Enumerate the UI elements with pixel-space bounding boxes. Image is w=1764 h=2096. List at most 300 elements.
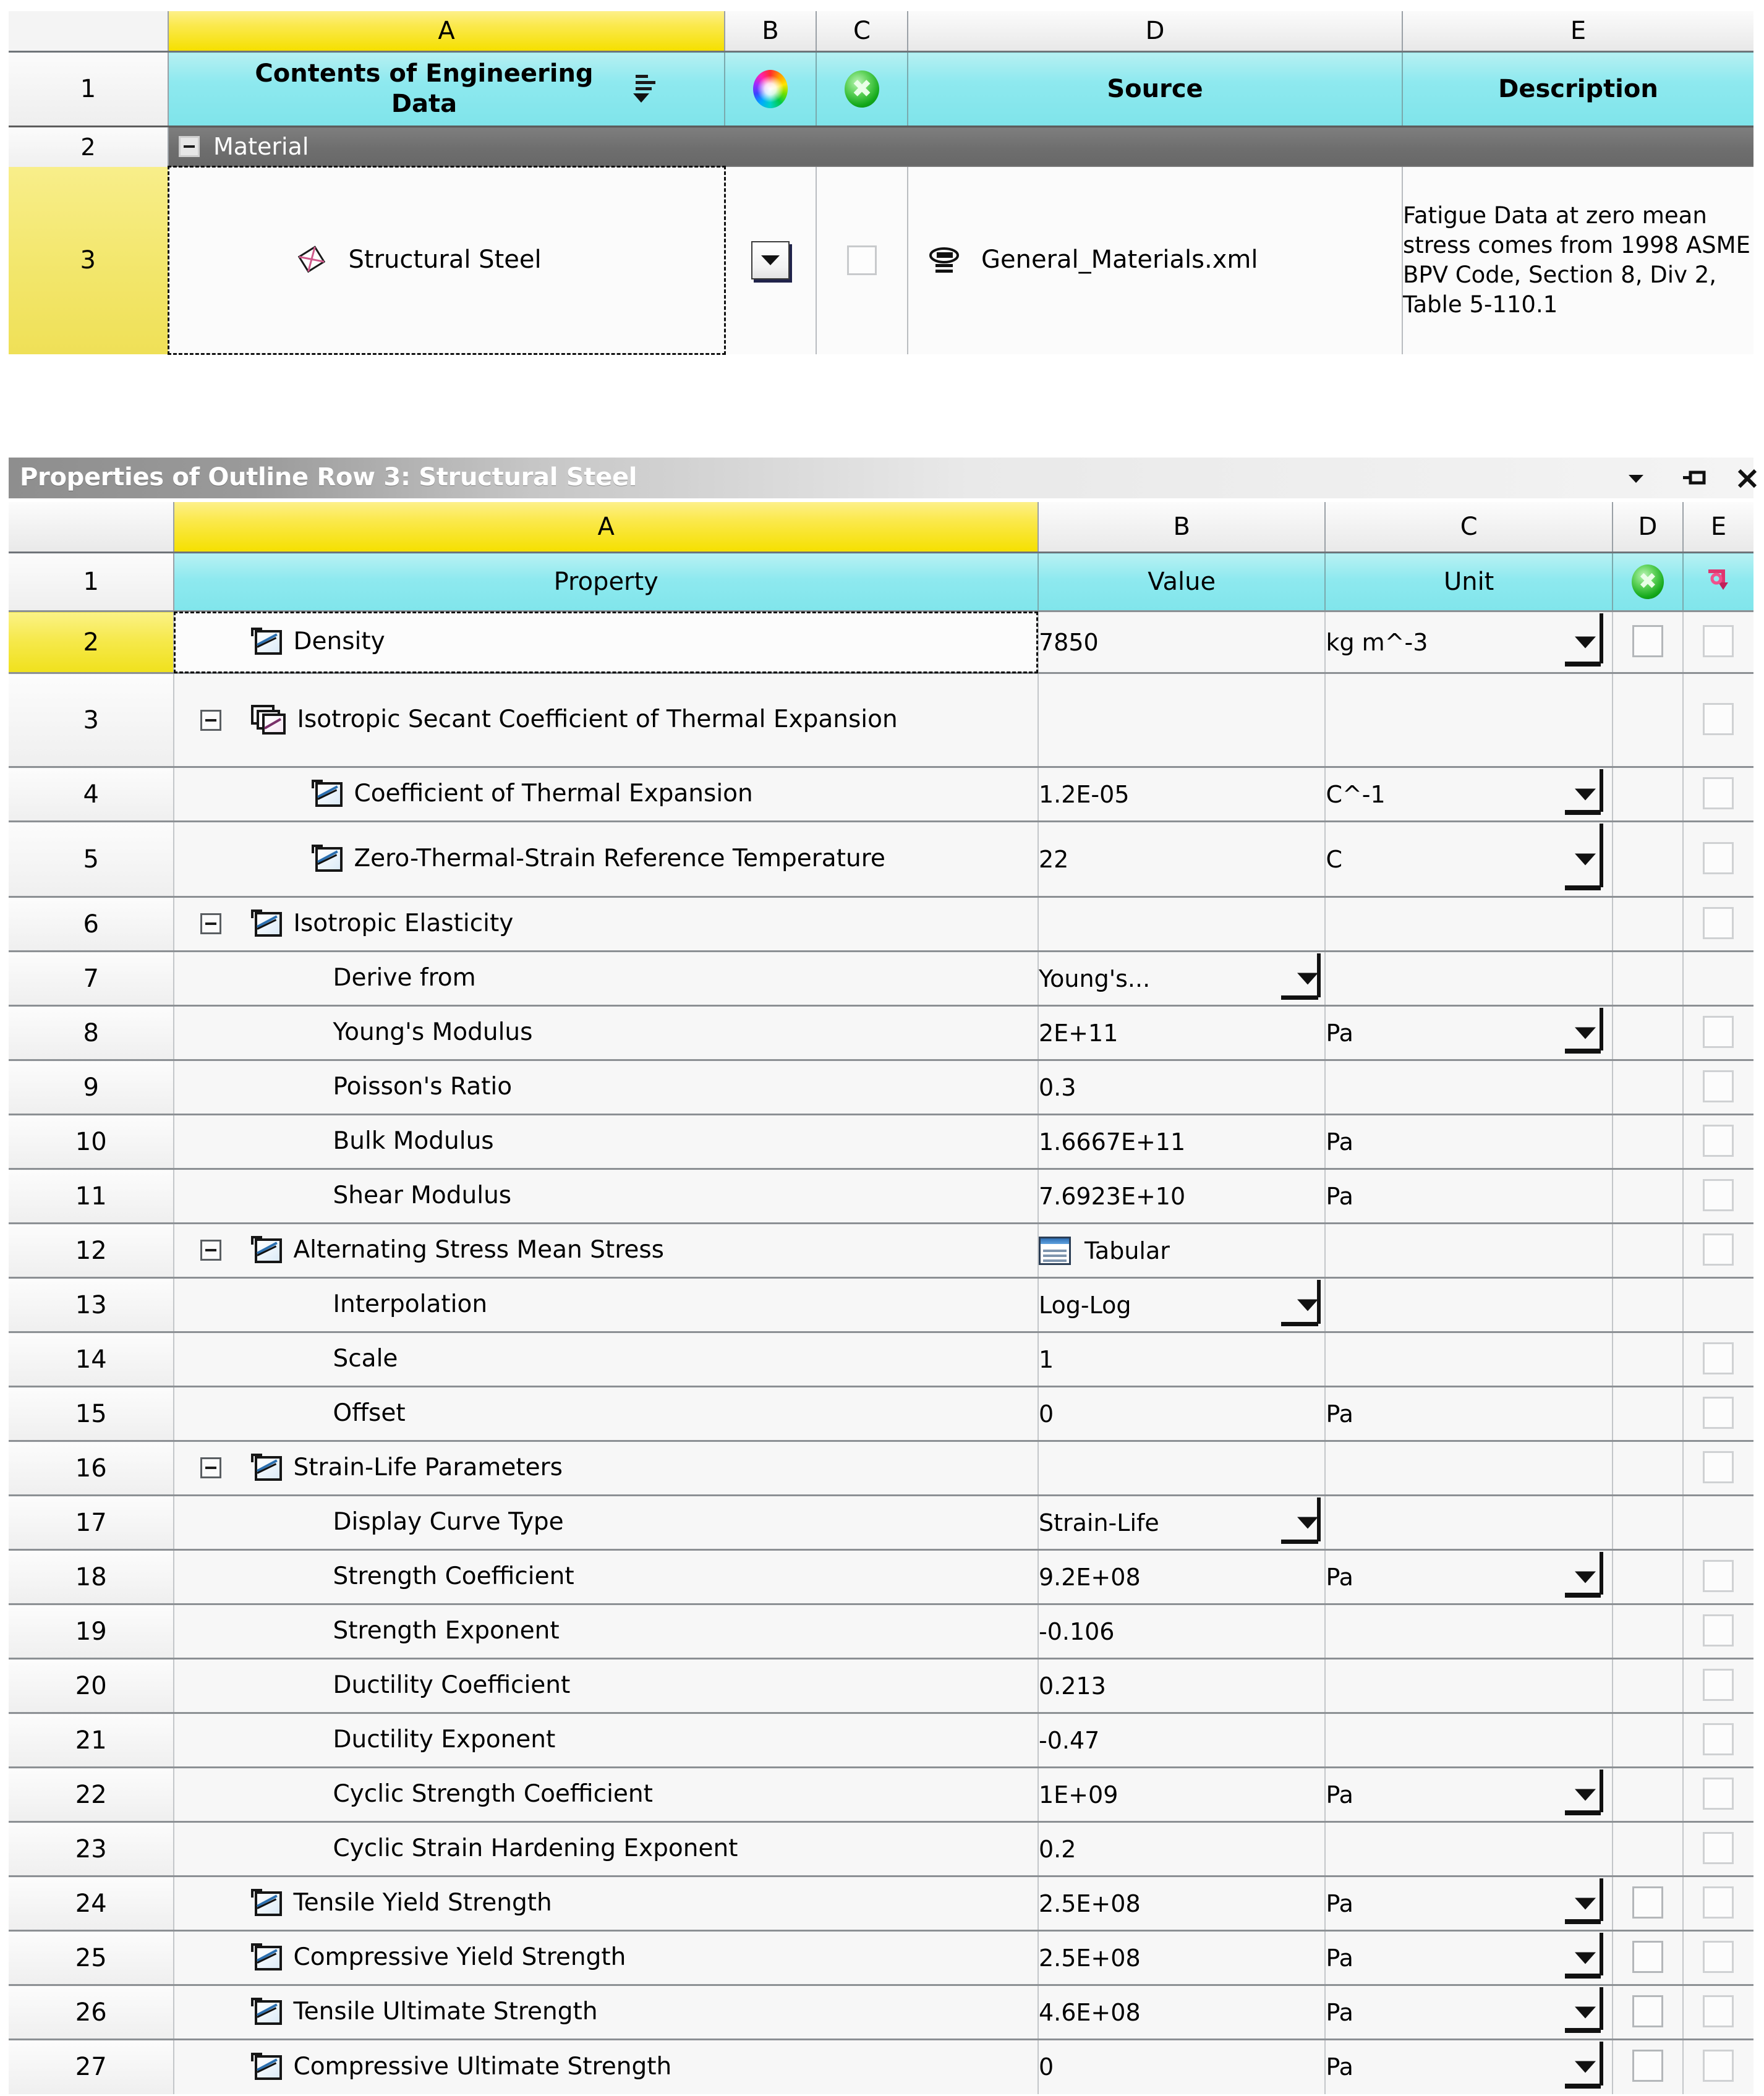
property-column-d-cell[interactable] <box>1613 1169 1683 1224</box>
property-d-checkbox[interactable] <box>1632 625 1663 657</box>
property-e-checkbox[interactable] <box>1703 1397 1734 1429</box>
property-value-cell[interactable] <box>1038 1822 1325 1877</box>
properties-column-header-c[interactable]: C <box>1325 502 1612 553</box>
outline-column-header-e[interactable]: E <box>1402 11 1753 52</box>
property-unit-cell[interactable] <box>1325 1006 1612 1060</box>
property-name-cell[interactable] <box>174 1387 1038 1441</box>
property-name-label: Poisson's Ratio <box>333 1073 513 1101</box>
property-column-d-cell[interactable] <box>1613 1006 1683 1060</box>
property-column-d-cell[interactable] <box>1613 2040 1683 2094</box>
property-unit-cell[interactable] <box>1325 1713 1612 1768</box>
property-column-d-cell[interactable] <box>1613 1060 1683 1115</box>
property-row-number: 13 <box>9 1278 174 1332</box>
property-e-checkbox[interactable] <box>1703 2050 1734 2082</box>
property-unit-cell[interactable] <box>1325 1931 1612 1985</box>
property-d-checkbox[interactable] <box>1632 1995 1663 2027</box>
property-value-cell[interactable] <box>1038 1877 1325 1931</box>
property-unit-label: Pa <box>1326 1998 1353 2026</box>
property-row-number: 22 <box>9 1768 174 1822</box>
property-column-e-cell[interactable] <box>1683 767 1753 822</box>
property-name-cell[interactable] <box>174 1169 1038 1224</box>
property-column-d-cell[interactable] <box>1613 1713 1683 1768</box>
unit-dropdown-button[interactable] <box>1564 1008 1609 1058</box>
property-unit-cell[interactable] <box>1325 1115 1612 1169</box>
properties-column-header-b[interactable]: B <box>1038 502 1325 553</box>
outline-material-row[interactable] <box>9 167 1753 354</box>
property-e-checkbox[interactable] <box>1703 1886 1734 1919</box>
property-unit-cell[interactable] <box>1325 1224 1612 1278</box>
property-unit-cell[interactable] <box>1325 1822 1612 1877</box>
property-name-cell[interactable] <box>174 1877 1038 1931</box>
property-name-cell[interactable] <box>174 1496 1038 1550</box>
property-value-cell[interactable] <box>1038 611 1325 673</box>
property-value-cell[interactable] <box>1038 1931 1325 1985</box>
property-d-checkbox[interactable] <box>1632 1941 1663 1973</box>
property-unit-cell[interactable] <box>1325 1169 1612 1224</box>
property-row-number: 27 <box>9 2040 174 2094</box>
property-column-d-cell[interactable] <box>1613 1550 1683 1604</box>
properties-header-refresh-cell <box>1683 553 1753 611</box>
property-row-number: 11 <box>9 1169 174 1224</box>
property-column-d-cell[interactable] <box>1613 1768 1683 1822</box>
property-value-label: 22 <box>1038 845 1069 873</box>
property-name-cell[interactable] <box>174 1332 1038 1387</box>
property-row[interactable] <box>9 767 1753 822</box>
property-row[interactable] <box>9 1006 1753 1060</box>
material-group-label: Material <box>213 133 309 160</box>
property-row-number: 25 <box>9 1931 174 1985</box>
property-value-label: 1E+09 <box>1038 1781 1118 1808</box>
property-name-cell[interactable] <box>174 1604 1038 1659</box>
property-unit-cell[interactable] <box>1325 1060 1612 1115</box>
property-name-cell[interactable] <box>174 1441 1038 1496</box>
property-row[interactable] <box>9 822 1753 897</box>
property-value-cell[interactable] <box>1038 1332 1325 1387</box>
property-e-checkbox[interactable] <box>1703 1070 1734 1102</box>
property-value-cell[interactable] <box>1038 897 1325 952</box>
property-row[interactable] <box>9 1387 1753 1441</box>
property-name-cell[interactable] <box>174 1931 1038 1985</box>
property-column-d-cell[interactable] <box>1613 673 1683 767</box>
chevron-down-icon[interactable] <box>751 241 790 279</box>
collapse-minus-icon[interactable] <box>200 1457 221 1478</box>
property-value-cell[interactable] <box>1038 1387 1325 1441</box>
property-name-label: Strength Exponent <box>333 1617 560 1645</box>
property-unit-label: Pa <box>1326 1563 1353 1591</box>
property-value-cell[interactable] <box>1038 1768 1325 1822</box>
unit-dropdown-button[interactable] <box>1564 824 1609 895</box>
property-column-d-cell[interactable] <box>1613 1604 1683 1659</box>
property-row[interactable] <box>9 1169 1753 1224</box>
property-unit-cell[interactable] <box>1325 1604 1612 1659</box>
property-value-cell[interactable] <box>1038 1169 1325 1224</box>
property-column-e-cell[interactable] <box>1683 1985 1753 2040</box>
property-column-e-cell[interactable] <box>1683 1332 1753 1387</box>
property-row-number: 17 <box>9 1496 174 1550</box>
property-value-cell[interactable] <box>1038 1550 1325 1604</box>
value-dropdown-button[interactable] <box>1279 1280 1324 1330</box>
unit-dropdown-button[interactable] <box>1564 769 1609 819</box>
property-unit-cell[interactable] <box>1325 1768 1612 1822</box>
property-row[interactable] <box>9 1496 1753 1550</box>
property-row[interactable] <box>9 1877 1753 1931</box>
property-column-d-cell[interactable] <box>1613 1985 1683 2040</box>
property-value-label: Young's... <box>1038 965 1151 992</box>
property-name-cell[interactable] <box>174 1822 1038 1877</box>
sort-filter-icon[interactable] <box>632 72 660 106</box>
property-column-e-cell[interactable] <box>1683 1115 1753 1169</box>
pink-refresh-icon[interactable] <box>1702 573 1734 601</box>
green-x-icon[interactable]: ✖ <box>845 70 879 108</box>
property-value-label: Log-Log <box>1038 1291 1131 1319</box>
close-button[interactable] <box>1735 466 1760 491</box>
property-value-label: 0.213 <box>1038 1672 1106 1700</box>
property-chart-icon <box>251 1236 283 1264</box>
property-e-checkbox[interactable] <box>1703 1723 1734 1755</box>
dropdown-menu-button[interactable] <box>1624 466 1648 491</box>
property-unit-cell[interactable] <box>1325 1441 1612 1496</box>
material-suppress-checkbox[interactable] <box>847 245 877 275</box>
property-name-cell[interactable] <box>174 1985 1038 2040</box>
properties-panel-title-bar <box>9 458 1753 498</box>
property-unit-label: kg m^-3 <box>1326 628 1428 656</box>
property-row[interactable] <box>9 1985 1753 2040</box>
property-row-number: 15 <box>9 1387 174 1441</box>
property-column-e-cell[interactable] <box>1683 1604 1753 1659</box>
property-row-number: 24 <box>9 1877 174 1931</box>
property-e-checkbox[interactable] <box>1703 1832 1734 1864</box>
property-unit-cell[interactable] <box>1325 1659 1612 1713</box>
property-value-cell[interactable] <box>1038 1496 1325 1550</box>
property-e-checkbox[interactable] <box>1703 1560 1734 1592</box>
property-row[interactable] <box>9 1768 1753 1822</box>
property-column-e-cell[interactable] <box>1683 1441 1753 1496</box>
property-column-e-cell[interactable] <box>1683 1713 1753 1768</box>
outline-column-header-d[interactable]: D <box>908 11 1402 52</box>
property-column-d-cell[interactable] <box>1613 611 1683 673</box>
material-name-cell[interactable] <box>168 167 725 354</box>
property-column-e-cell[interactable] <box>1683 1169 1753 1224</box>
property-value-cell[interactable] <box>1038 1659 1325 1713</box>
material-name-label: Structural Steel <box>348 245 542 275</box>
property-name-cell[interactable] <box>174 2040 1038 2094</box>
property-unit-cell[interactable] <box>1325 1550 1612 1604</box>
properties-column-letters-row <box>9 502 1753 553</box>
property-column-d-cell[interactable] <box>1613 1278 1683 1332</box>
property-unit-cell[interactable] <box>1325 1332 1612 1387</box>
property-row[interactable] <box>9 1441 1753 1496</box>
property-value-cell[interactable] <box>1038 1060 1325 1115</box>
collapse-minus-icon[interactable] <box>200 913 221 934</box>
property-column-d-cell[interactable] <box>1613 1931 1683 1985</box>
property-name-cell[interactable] <box>174 1550 1038 1604</box>
property-value-cell[interactable] <box>1038 822 1325 897</box>
property-e-checkbox[interactable] <box>1703 1669 1734 1701</box>
collapse-minus-icon[interactable] <box>179 136 200 157</box>
property-e-checkbox[interactable] <box>1703 1451 1734 1483</box>
property-row[interactable] <box>9 1604 1753 1659</box>
property-row[interactable] <box>9 1931 1753 1985</box>
outline-group-cell[interactable] <box>168 127 1753 167</box>
property-name-cell[interactable] <box>174 1060 1038 1115</box>
property-row-number: 23 <box>9 1822 174 1877</box>
property-name-cell[interactable] <box>174 952 1038 1006</box>
property-chart-icon <box>251 1943 283 1972</box>
property-value-cell[interactable] <box>1038 1115 1325 1169</box>
property-unit-label: Pa <box>1326 1781 1353 1808</box>
engineering-data-outline-table <box>9 11 1753 355</box>
property-row-number: 7 <box>9 952 174 1006</box>
collapse-minus-icon[interactable] <box>200 710 221 731</box>
property-name-cell[interactable] <box>174 673 1038 767</box>
property-value-cell[interactable] <box>1038 952 1325 1006</box>
property-name-label: Bulk Modulus <box>333 1127 494 1156</box>
property-unit-cell[interactable] <box>1325 822 1612 897</box>
property-row[interactable] <box>9 611 1753 673</box>
property-column-e-cell[interactable] <box>1683 673 1753 767</box>
property-d-checkbox[interactable] <box>1632 1886 1663 1919</box>
outline-header-row <box>9 52 1753 127</box>
property-row[interactable] <box>9 1115 1753 1169</box>
property-column-d-cell[interactable] <box>1613 767 1683 822</box>
property-column-e-cell[interactable] <box>1683 1387 1753 1441</box>
property-name-label: Cyclic Strength Coefficient <box>333 1780 653 1808</box>
properties-column-header-e[interactable]: E <box>1683 502 1753 553</box>
property-column-e-cell[interactable] <box>1683 897 1753 952</box>
property-column-e-cell[interactable] <box>1683 1822 1753 1877</box>
property-name-cell[interactable] <box>174 1713 1038 1768</box>
property-column-e-cell[interactable] <box>1683 1060 1753 1115</box>
property-e-checkbox[interactable] <box>1703 703 1734 735</box>
outline-description-header: Description <box>1402 52 1753 127</box>
property-row[interactable] <box>9 1659 1753 1713</box>
property-column-e-cell[interactable] <box>1683 1006 1753 1060</box>
property-column-d-cell[interactable] <box>1613 1224 1683 1278</box>
property-value-label: 2E+11 <box>1038 1019 1118 1047</box>
outline-column-header-c[interactable]: C <box>816 11 908 52</box>
property-column-e-cell[interactable] <box>1683 1278 1753 1332</box>
property-unit-cell[interactable] <box>1325 1877 1612 1931</box>
property-column-e-cell[interactable] <box>1683 2040 1753 2094</box>
property-row[interactable] <box>9 1060 1753 1115</box>
property-column-d-cell[interactable] <box>1613 1387 1683 1441</box>
unit-dropdown-button[interactable] <box>1564 2042 1609 2093</box>
property-name-cell[interactable] <box>174 822 1038 897</box>
outline-column-header-b[interactable]: B <box>725 11 816 52</box>
property-row[interactable] <box>9 952 1753 1006</box>
property-row-number: 18 <box>9 1550 174 1604</box>
pin-button[interactable] <box>1682 466 1706 491</box>
properties-corner-cell <box>9 502 174 553</box>
property-e-checkbox[interactable] <box>1703 625 1734 657</box>
property-name-cell[interactable] <box>174 897 1038 952</box>
property-column-d-cell[interactable] <box>1613 1496 1683 1550</box>
property-column-e-cell[interactable] <box>1683 1550 1753 1604</box>
property-name-cell[interactable] <box>174 767 1038 822</box>
property-chart-icon <box>251 910 283 938</box>
property-row-number: 8 <box>9 1006 174 1060</box>
property-unit-cell[interactable] <box>1325 952 1612 1006</box>
color-wheel-icon[interactable] <box>753 70 788 108</box>
property-column-d-cell[interactable] <box>1613 1441 1683 1496</box>
property-chart-icon <box>312 780 344 808</box>
value-column-label: Value <box>1038 553 1325 611</box>
property-name-cell[interactable] <box>174 1224 1038 1278</box>
properties-row-number-1: 1 <box>9 553 174 611</box>
property-e-checkbox[interactable] <box>1703 1778 1734 1810</box>
property-name-cell[interactable] <box>174 1115 1038 1169</box>
property-unit-cell[interactable] <box>1325 1496 1612 1550</box>
property-column-d-cell[interactable] <box>1613 1659 1683 1713</box>
property-name-cell[interactable] <box>174 611 1038 673</box>
property-value-cell[interactable] <box>1038 1713 1325 1768</box>
property-chart-icon <box>251 2053 283 2081</box>
property-value-cell[interactable] <box>1038 1604 1325 1659</box>
property-value-cell[interactable] <box>1038 1985 1325 2040</box>
link-paperclip-icon <box>926 243 966 278</box>
property-e-checkbox[interactable] <box>1703 777 1734 809</box>
property-row[interactable] <box>9 1332 1753 1387</box>
property-e-checkbox[interactable] <box>1703 1614 1734 1647</box>
property-row[interactable] <box>9 1713 1753 1768</box>
property-column-d-cell[interactable] <box>1613 822 1683 897</box>
property-name-label: Strength Coefficient <box>333 1562 574 1591</box>
unit-dropdown-button[interactable] <box>1564 1987 1609 2037</box>
property-column-e-cell[interactable] <box>1683 1659 1753 1713</box>
material-source-cell[interactable] <box>908 167 1402 354</box>
property-value-cell[interactable] <box>1038 673 1325 767</box>
properties-rows-body <box>9 611 1753 2094</box>
property-unit-label: C <box>1326 845 1342 873</box>
property-column-d-cell[interactable] <box>1613 1877 1683 1931</box>
property-name-cell[interactable] <box>174 1659 1038 1713</box>
property-name-label: Tensile Yield Strength <box>293 1889 552 1917</box>
property-column-d-cell[interactable] <box>1613 1115 1683 1169</box>
property-name-cell[interactable] <box>174 1278 1038 1332</box>
properties-column-header-a[interactable]: A <box>174 502 1038 553</box>
property-row[interactable] <box>9 1278 1753 1332</box>
unit-dropdown-button[interactable] <box>1564 1770 1609 1820</box>
property-column-e-cell[interactable] <box>1683 952 1753 1006</box>
outline-header-excel-cell <box>816 52 908 127</box>
property-value-cell[interactable] <box>1038 2040 1325 2094</box>
material-dropdown-cell[interactable] <box>725 167 816 354</box>
property-column-e-cell[interactable] <box>1683 1496 1753 1550</box>
property-value-cell[interactable] <box>1038 1224 1325 1278</box>
property-column-e-cell[interactable] <box>1683 822 1753 897</box>
property-name-label: Cyclic Strain Hardening Exponent <box>333 1834 738 1863</box>
green-x-icon[interactable]: ✖ <box>1632 564 1664 599</box>
property-row[interactable] <box>9 673 1753 767</box>
property-stacked-chart-icon <box>251 705 287 736</box>
property-d-checkbox[interactable] <box>1632 2050 1663 2082</box>
unit-dropdown-button[interactable] <box>1564 1933 1609 1983</box>
property-column-d-cell[interactable] <box>1613 952 1683 1006</box>
property-value-cell[interactable] <box>1038 1441 1325 1496</box>
property-name-cell[interactable] <box>174 1006 1038 1060</box>
property-unit-label: Pa <box>1326 1019 1353 1047</box>
property-e-checkbox[interactable] <box>1703 1342 1734 1374</box>
property-name-label: Coefficient of Thermal Expansion <box>354 780 753 808</box>
property-column-e-cell[interactable] <box>1683 1224 1753 1278</box>
property-column-d-cell[interactable] <box>1613 1822 1683 1877</box>
property-value-label: 0.3 <box>1038 1073 1076 1101</box>
property-value-label: Tabular <box>1084 1237 1170 1264</box>
property-name-label: Interpolation <box>333 1290 488 1319</box>
property-row[interactable] <box>9 1550 1753 1604</box>
property-name-label: Tensile Ultimate Strength <box>293 1998 598 2026</box>
property-column-label: Property <box>174 553 1038 611</box>
property-unit-cell[interactable] <box>1325 767 1612 822</box>
property-unit-cell[interactable] <box>1325 1278 1612 1332</box>
property-value-label: 0.2 <box>1038 1835 1076 1863</box>
property-e-checkbox[interactable] <box>1703 1016 1734 1048</box>
property-column-e-cell[interactable] <box>1683 1877 1753 1931</box>
property-row-number: 21 <box>9 1713 174 1768</box>
property-unit-cell[interactable] <box>1325 2040 1612 2094</box>
property-chart-icon <box>251 628 283 656</box>
property-e-checkbox[interactable] <box>1703 1233 1734 1266</box>
property-value-cell[interactable] <box>1038 1278 1325 1332</box>
value-dropdown-button[interactable] <box>1279 953 1324 1003</box>
property-row[interactable] <box>9 897 1753 952</box>
value-dropdown-button[interactable] <box>1279 1497 1324 1548</box>
contents-of-engineering-data-label: Contents of Engineering Data <box>255 59 594 118</box>
property-value-label: 0 <box>1038 2053 1054 2081</box>
property-unit-cell[interactable] <box>1325 1387 1612 1441</box>
property-name-label: Density <box>293 628 385 656</box>
unit-dropdown-button[interactable] <box>1564 613 1609 671</box>
outline-group-row-material[interactable] <box>9 127 1753 167</box>
property-column-e-cell[interactable] <box>1683 611 1753 673</box>
properties-column-header-d[interactable]: D <box>1613 502 1683 553</box>
property-column-e-cell[interactable] <box>1683 1931 1753 1985</box>
property-unit-cell[interactable] <box>1325 673 1612 767</box>
property-e-checkbox[interactable] <box>1703 842 1734 874</box>
property-e-checkbox[interactable] <box>1703 1125 1734 1157</box>
property-row-number: 9 <box>9 1060 174 1115</box>
property-value-cell[interactable] <box>1038 767 1325 822</box>
property-e-checkbox[interactable] <box>1703 1179 1734 1211</box>
unit-dropdown-button[interactable] <box>1564 1878 1609 1928</box>
property-row[interactable] <box>9 1224 1753 1278</box>
property-row-number: 2 <box>9 611 174 673</box>
material-checkbox-cell[interactable] <box>816 167 908 354</box>
property-name-label: Alternating Stress Mean Stress <box>293 1236 664 1264</box>
property-row-number: 12 <box>9 1224 174 1278</box>
outline-column-header-a[interactable]: A <box>168 11 725 52</box>
property-chart-icon <box>251 1889 283 1917</box>
property-row[interactable] <box>9 1822 1753 1877</box>
property-e-checkbox[interactable] <box>1703 907 1734 939</box>
property-e-checkbox[interactable] <box>1703 1995 1734 2027</box>
unit-dropdown-button[interactable] <box>1564 1552 1609 1602</box>
property-name-cell[interactable] <box>174 1768 1038 1822</box>
property-value-cell[interactable] <box>1038 1006 1325 1060</box>
property-unit-label: Pa <box>1326 1128 1353 1156</box>
property-column-e-cell[interactable] <box>1683 1768 1753 1822</box>
property-e-checkbox[interactable] <box>1703 1941 1734 1973</box>
property-column-d-cell[interactable] <box>1613 897 1683 952</box>
property-value-label: -0.47 <box>1038 1726 1100 1754</box>
property-row[interactable] <box>9 2040 1753 2094</box>
property-row-number: 3 <box>9 673 174 767</box>
property-column-d-cell[interactable] <box>1613 1332 1683 1387</box>
property-unit-cell[interactable] <box>1325 897 1612 952</box>
property-unit-cell[interactable] <box>1325 1985 1612 2040</box>
collapse-minus-icon[interactable] <box>200 1240 221 1261</box>
property-unit-cell[interactable] <box>1325 611 1612 673</box>
